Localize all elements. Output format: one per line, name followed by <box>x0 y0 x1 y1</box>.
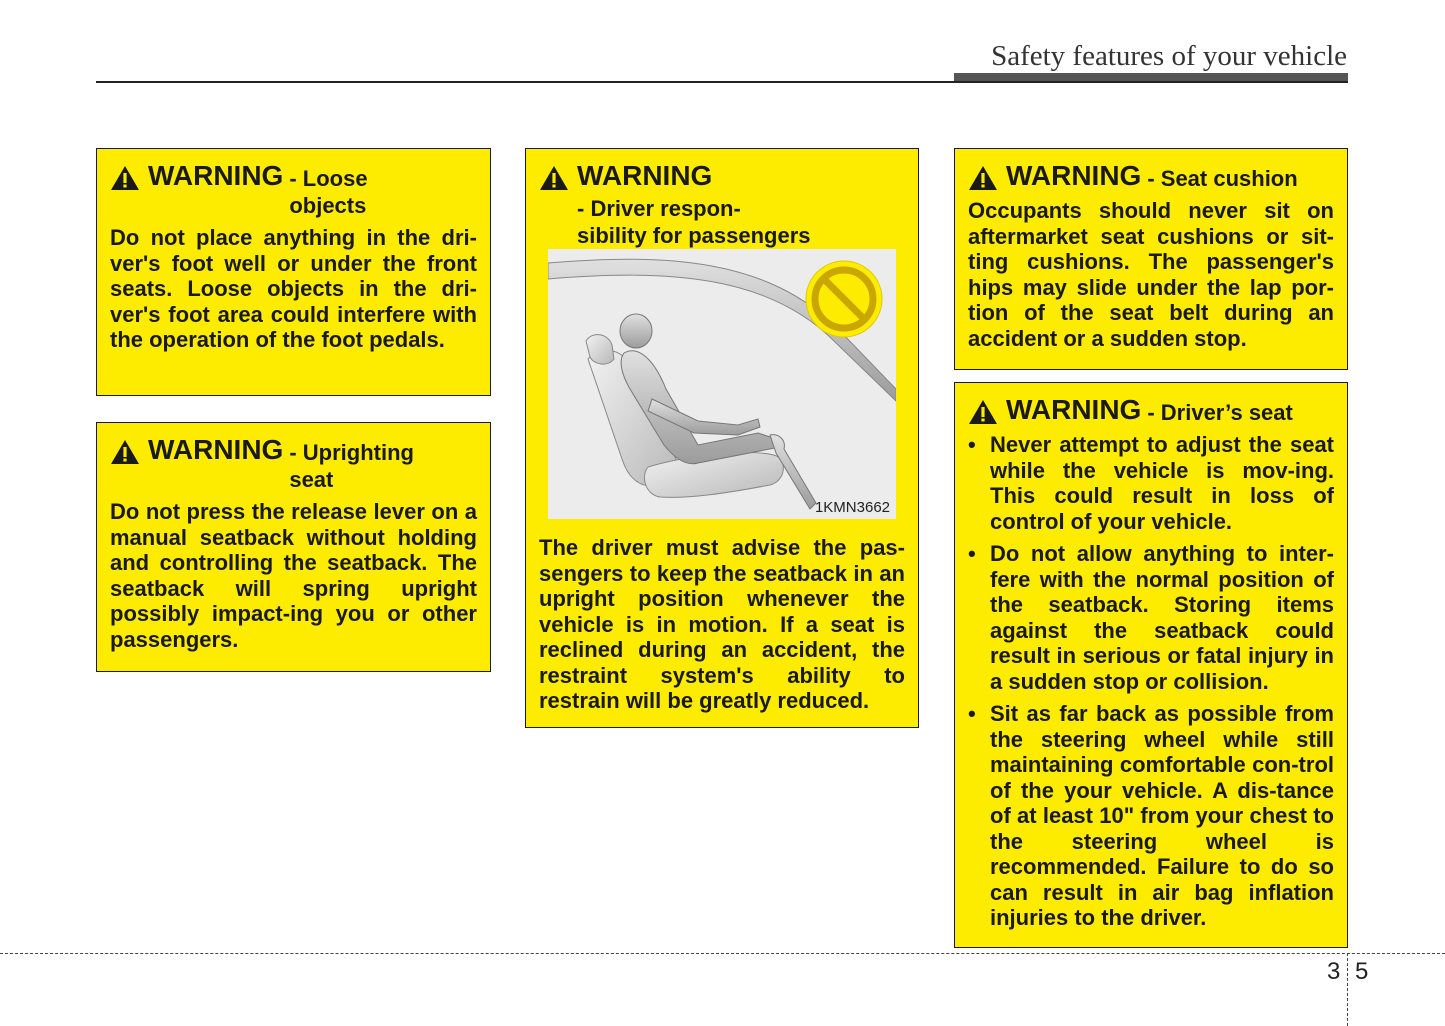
warning-word: WARNING <box>148 160 284 191</box>
chapter-number: 3 <box>1327 958 1341 985</box>
warning-body: Do not place anything in the dri-ver's foot well or under the front seats. Loose objects in the dri-ver's foot area could interfere with the operation of the foot pedals. <box>110 225 477 352</box>
warning-heading <box>968 395 1334 426</box>
warning-triangle-icon <box>968 165 998 191</box>
warning-box-uprighting-seat <box>96 422 491 672</box>
warning-box-loose-objects <box>96 148 491 396</box>
warning-subtitle: - Driver respon- sibility for passengers <box>577 196 811 248</box>
warning-body: The driver must advise the pas-sengers to keep the seatback in an upright position whenever the vehicle is in motion. If a seat is reclined during an accident, the restraint system's ability to restrain will be greatly reduced. <box>539 535 905 713</box>
warning-heading <box>110 435 477 493</box>
list-item: • Do not allow anything to inter-fere with the normal position of the seatback. Storing items against the seatback could result in serious or fatal injury in a sudden stop or collision. <box>968 541 1334 694</box>
warning-word: WARNING <box>577 160 713 191</box>
warning-triangle-icon <box>539 165 569 191</box>
warning-subtitle: - Loose objects <box>289 166 368 218</box>
figure-code: 1KMN3662 <box>814 499 890 516</box>
warning-body: Occupants should never sit on aftermarket seat cushions or sit-ting cushions. The passenger's hips may slide under the lap por-tion of the seat belt during an accident or a sudden stop. <box>968 198 1334 351</box>
header-title: Safety features of your vehicle <box>991 40 1347 72</box>
warning-box-drivers-seat <box>954 382 1348 948</box>
header-rule <box>96 81 1348 83</box>
warning-word: WARNING <box>1006 394 1142 425</box>
warning-box-driver-responsibility <box>525 148 919 728</box>
warning-box-seat-cushion <box>954 148 1348 370</box>
warning-triangle-icon <box>110 165 140 191</box>
footer-dashed-rule <box>0 953 1445 954</box>
warning-bullet-list <box>968 432 1334 931</box>
reclined-passenger-image <box>548 249 896 519</box>
warning-heading <box>110 161 477 219</box>
warning-subtitle: - Seat cushion <box>1147 166 1298 191</box>
list-item: • Sit as far back as possible from the steering wheel while still maintaining comfortable con-trol of the your vehicle. A dis-tance of at least 10" from your chest to the steering wheel is recommended. Failure to do so can result in air bag inflation injuries to the driver. <box>968 701 1334 931</box>
warning-heading <box>968 161 1334 192</box>
list-item: • Never attempt to adjust the seat while the vehicle is mov-ing. This could result in loss of control of your vehicle. <box>968 432 1334 534</box>
warning-triangle-icon <box>110 439 140 465</box>
warning-subtitle: - Uprighting seat <box>289 440 414 492</box>
reclined-seat-illustration <box>548 249 896 519</box>
warning-word: WARNING <box>1006 160 1142 191</box>
page-number-divider <box>1347 953 1348 1026</box>
warning-triangle-icon <box>968 399 998 425</box>
warning-heading <box>539 161 905 249</box>
page-number: 5 <box>1355 958 1369 985</box>
warning-subtitle: - Driver’s seat <box>1147 400 1293 425</box>
warning-body: Do not press the release lever on a manual seatback without holding and controlling the seatback. The seatback will spring upright possibly impact-ing you or other passengers. <box>110 499 477 652</box>
warning-word: WARNING <box>148 434 284 465</box>
